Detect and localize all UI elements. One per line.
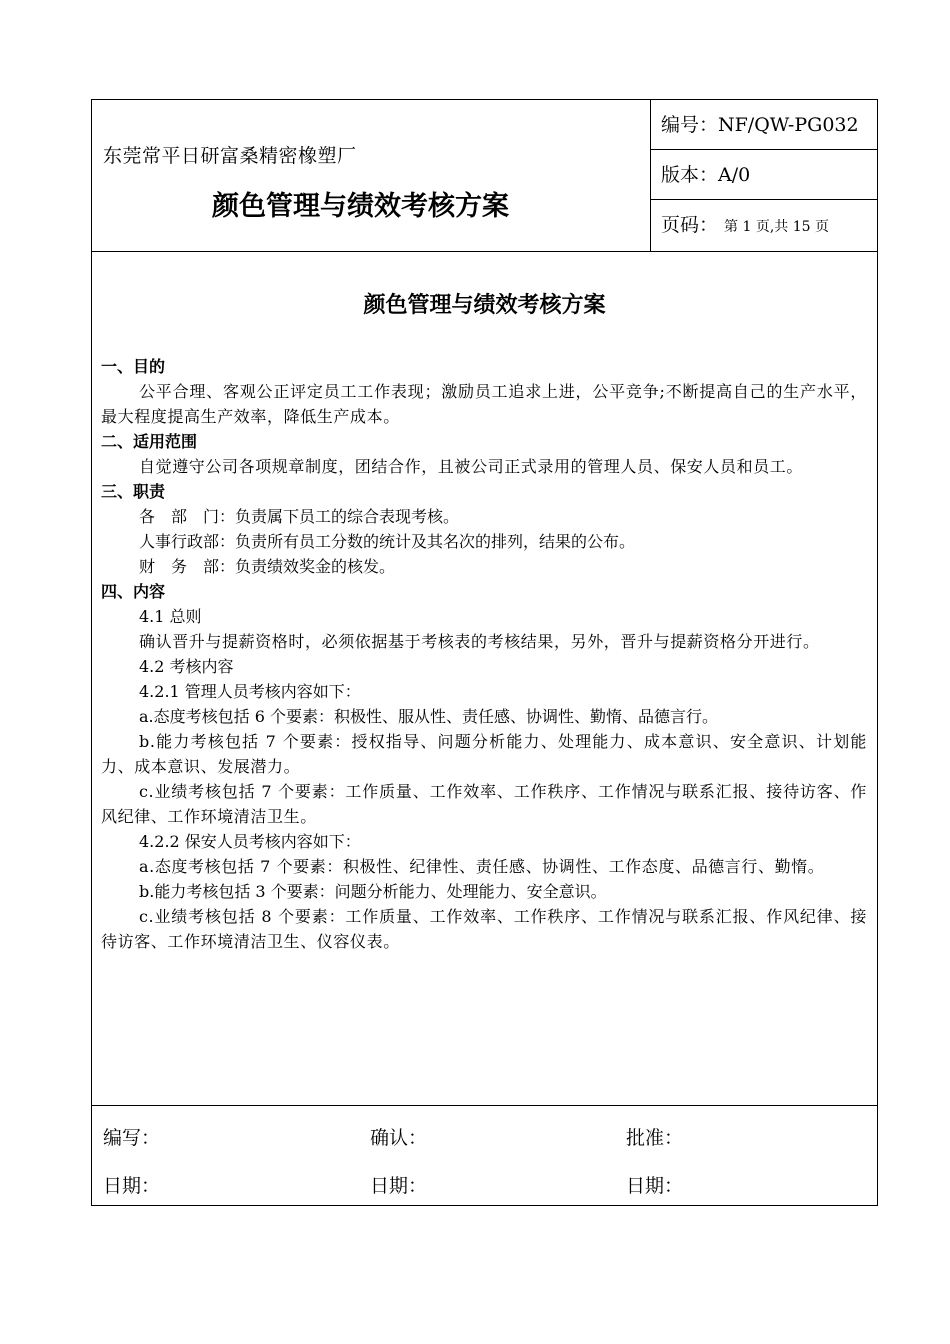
paragraph: a.态度考核包括 6 个要素：积极性、服从性、责任感、协调性、勤惰、品德言行。 — [139, 707, 718, 726]
paragraph: 各 部 门：负责属下员工的综合表现考核。 — [139, 507, 460, 526]
confirmed-by-label: 确认： — [370, 1127, 428, 1149]
written-by-label: 编写： — [103, 1127, 161, 1149]
section-heading-duties: 三、职责 — [101, 482, 166, 501]
paragraph: 4.2 考核内容 — [139, 657, 234, 676]
signature-footer — [91, 1105, 878, 1206]
paragraph: 4.1 总则 — [139, 607, 202, 626]
section-heading-purpose: 一、目的 — [101, 357, 166, 376]
page-value: 第 1 页,共 15 页 — [724, 219, 829, 235]
date-label-1: 日期： — [103, 1175, 161, 1197]
doc-number: 编号：NF/QW-PG032 — [651, 100, 877, 150]
paragraph: a.态度考核包括 7 个要素：积极性、纪律性、责任感、协调性、工作态度、品德言行、勤惰。 — [139, 857, 825, 876]
paragraph: 4.2.2 保安人员考核内容如下： — [139, 832, 361, 851]
header-left-cell — [92, 100, 651, 251]
approved-by-label: 批准： — [626, 1127, 684, 1149]
paragraph: 人事行政部：负责所有员工分数的统计及其名次的排列，结果的公布。 — [139, 532, 636, 551]
paragraph: 自觉遵守公司各项规章制度，团结合作，且被公司正式录用的管理人员、保安人员和员工。 — [139, 457, 804, 476]
paragraph: 公平合理、客观公正评定员工工作表现；激励员工追求上进，公平竞争;不断提高自己的生产水平，最大程度提高生产效率，降低生产成本。 — [101, 382, 867, 426]
paragraph: 确认晋升与提薪资格时，必须依据基于考核表的考核结果，另外，晋升与提薪资格分开进行。 — [139, 632, 820, 651]
document-title: 颜色管理与绩效考核方案 — [363, 292, 606, 318]
paragraph: 4.2.1 管理人员考核内容如下： — [139, 682, 361, 701]
paragraph: c.业绩考核包括 7 个要素：工作质量、工作效率、工作秩序、工作情况与联系汇报、接待访客、作风纪律、工作环境清洁卫生。 — [101, 782, 867, 826]
company-name: 东莞常平日研富桑精密橡塑厂 — [103, 145, 357, 167]
paragraph: 财 务 部：负责绩效奖金的核发。 — [139, 557, 396, 576]
page-indicator — [651, 200, 877, 251]
section-heading-scope: 二、适用范围 — [101, 432, 198, 451]
section-heading-content: 四、内容 — [101, 582, 166, 601]
document-header — [91, 99, 878, 252]
body-text — [101, 354, 867, 954]
paragraph: c.业绩考核包括 8 个要素：工作质量、工作效率、工作秩序、工作情况与联系汇报、作风纪律、接待访客、工作环境清洁卫生、仪容仪表。 — [101, 907, 867, 951]
doc-version: 版本：A/0 — [651, 150, 877, 200]
date-label-2: 日期： — [370, 1175, 428, 1197]
date-label-3: 日期： — [626, 1175, 684, 1197]
paragraph: b.能力考核包括 7 个要素：授权指导、问题分析能力、处理能力、成本意识、安全意识、计划能力、成本意识、发展潜力。 — [101, 732, 867, 776]
document-body — [91, 251, 878, 1106]
paragraph: b.能力考核包括 3 个要素：问题分析能力、处理能力、安全意识。 — [139, 882, 607, 901]
header-title: 颜色管理与绩效考核方案 — [212, 191, 509, 222]
page-label: 页码： — [661, 214, 719, 236]
